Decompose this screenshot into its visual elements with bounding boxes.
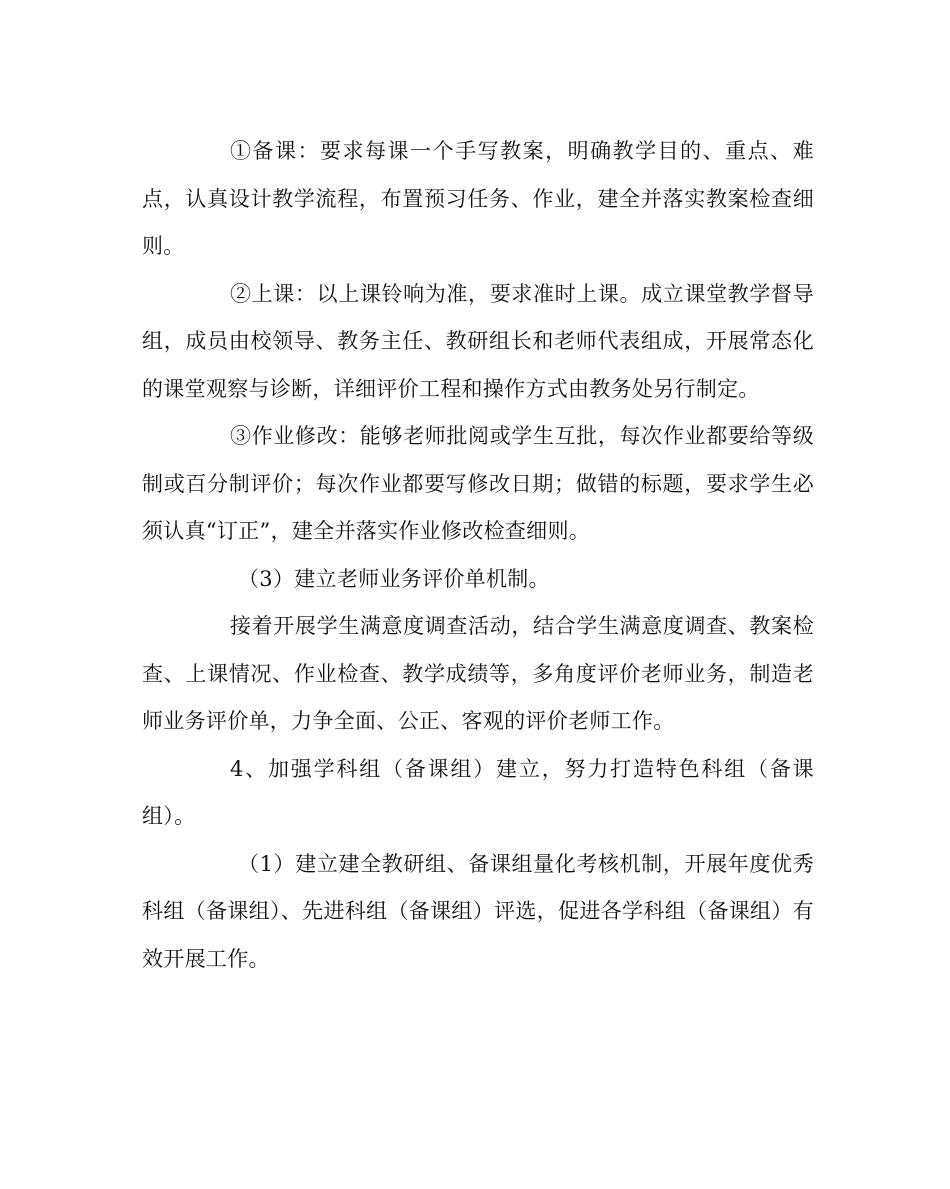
document-body <box>142 128 814 983</box>
paragraph-heading-evaluation-mechanism: （3）建立老师业务评价单机制。 <box>238 566 550 591</box>
paragraph-lesson-prep: ①备课：要求每课一个手写教案，明确教学目的、重点、难点，认真设计教学流程，布置预习任务、作业，建全并落实教案检查细则。 <box>142 139 814 258</box>
paragraph-homework-correction: ③作业修改：能够老师批阅或学生互批，每次作业都要给等级制或百分制评价；每次作业都要写修改日期；做错的标题，要求学生必须认真“订正”，建全并落实作业修改检查细则。 <box>142 424 814 543</box>
paragraph-assessment-mechanism: （1）建立建全教研组、备课组量化考核机制，开展年度优秀科组（备课组）、先进科组（备课组）评选，促进各学科组（备课组）有效开展工作。 <box>142 851 814 971</box>
paragraph-satisfaction-survey: 接着开展学生满意度调查活动，结合学生满意度调查、教案检查、上课情况、作业检查、教学成绩等，多角度评价老师业务，制造老师业务评价单，力争全面、公正、客观的评价老师工作。 <box>142 614 814 733</box>
paragraph-class-attendance: ②上课：以上课铃响为准，要求准时上课。成立课堂教学督导组，成员由校领导、教务主任、教研组长和老师代表组成，开展常态化的课堂观察与诊断，详细评价工程和操作方式由教务处另行制定。 <box>142 281 814 401</box>
paragraph-heading-subject-groups: 4、加强学科组（备课组）建立，努力打造特色科组（备课组）。 <box>142 756 814 828</box>
